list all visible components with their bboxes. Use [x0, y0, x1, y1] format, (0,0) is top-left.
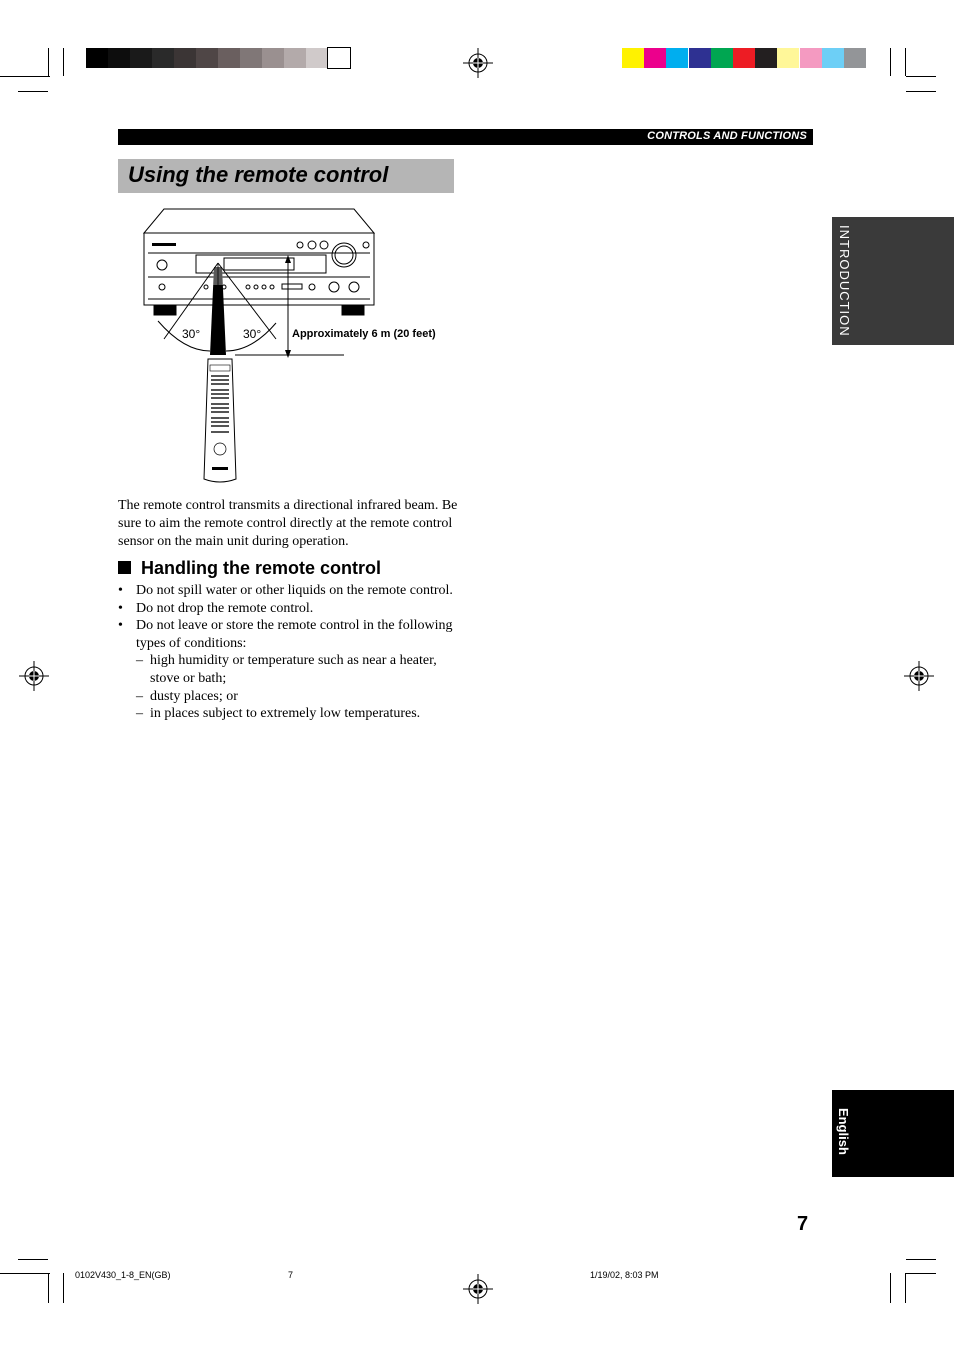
- crop-mark: [48, 48, 49, 76]
- tab-introduction-label: INTRODUCTION: [837, 225, 852, 337]
- list-item: – high humidity or temperature such as near a heater, stove or bath;: [136, 653, 437, 686]
- list-item: • Do not spill water or other liquids on the remote control.: [118, 583, 453, 598]
- tab-english-label: English: [836, 1108, 851, 1155]
- color-swatch: [108, 48, 130, 68]
- remote-control-illustration: [204, 359, 236, 482]
- color-swatch: [152, 48, 174, 68]
- dash-icon: –: [136, 706, 143, 722]
- color-swatch: [689, 48, 711, 68]
- color-swatch: [711, 48, 733, 68]
- dash-icon: –: [136, 653, 143, 669]
- crop-mark: [906, 1273, 936, 1274]
- angle-label-left: 30°: [182, 327, 201, 341]
- color-swatch: [800, 48, 822, 68]
- crop-mark: [0, 76, 50, 77]
- color-swatch: [622, 48, 644, 68]
- footer-page: 7: [288, 1270, 294, 1280]
- footer-datetime: 1/19/02, 8:03 PM: [590, 1270, 659, 1280]
- bullet-icon: •: [118, 600, 123, 616]
- color-swatch: [822, 48, 844, 68]
- crop-mark: [905, 48, 906, 76]
- heading-square-icon: [118, 561, 131, 574]
- page-title: Using the remote control: [128, 162, 389, 187]
- color-swatch: [755, 48, 777, 68]
- color-swatch: [284, 48, 306, 68]
- registration-target-icon: [19, 661, 49, 691]
- color-swatch: [240, 48, 262, 68]
- color-swatch: [777, 48, 799, 68]
- section-header-bar: [118, 129, 813, 145]
- color-swatch: [218, 48, 240, 68]
- color-swatch: [306, 48, 328, 68]
- footer-filename: 0102V430_1-8_EN(GB): [75, 1270, 171, 1280]
- crop-mark: [890, 1273, 891, 1303]
- dash-icon: –: [136, 688, 143, 704]
- crop-mark: [48, 1273, 49, 1303]
- section-heading-text: Handling the remote control: [141, 558, 382, 578]
- remote-range-illustration: [140, 205, 460, 487]
- color-swatch: [262, 48, 284, 68]
- crop-mark: [906, 76, 936, 77]
- crop-mark: [63, 1273, 64, 1303]
- crop-mark: [63, 48, 64, 76]
- crop-mark: [18, 1259, 48, 1260]
- crop-mark: [0, 1273, 50, 1274]
- intro-paragraph: The remote control transmits a directional infrared beam. Be sure to aim the remote control directly at the remote control sensor on the main unit during operation.: [118, 498, 458, 549]
- handling-list: [118, 582, 458, 723]
- list-item: – in places subject to extremely low temperatures.: [136, 706, 421, 722]
- list-item: – dusty places; or: [136, 688, 238, 704]
- color-swatch: [644, 48, 666, 68]
- crop-mark: [905, 1273, 906, 1303]
- bullet-icon: •: [118, 583, 123, 598]
- color-swatch: [733, 48, 755, 68]
- crop-mark: [906, 1259, 936, 1260]
- color-swatch: [174, 48, 196, 68]
- tab-introduction: [832, 217, 954, 345]
- crop-mark: [906, 91, 936, 92]
- bullet-icon: •: [118, 618, 123, 634]
- section-header-label: CONTROLS AND FUNCTIONS: [647, 130, 807, 142]
- section-heading: [118, 558, 381, 579]
- registration-target-icon: [463, 48, 493, 78]
- color-swatch: [86, 48, 108, 68]
- tab-english: [832, 1090, 954, 1177]
- color-swatch: [196, 48, 218, 68]
- crop-mark: [18, 91, 48, 92]
- receiver-illustration: [144, 209, 374, 315]
- list-item: • Do not drop the remote control.: [118, 600, 314, 616]
- color-swatch: [666, 48, 688, 68]
- color-swatch: [328, 48, 350, 68]
- angle-label-right: 30°: [243, 327, 262, 341]
- registration-target-icon: [463, 1274, 493, 1304]
- registration-target-icon: [904, 661, 934, 691]
- page-title-box: [118, 159, 454, 193]
- distance-label: Approximately 6 m (20 feet): [292, 328, 436, 340]
- page-number: 7: [797, 1213, 809, 1235]
- color-swatch: [130, 48, 152, 68]
- list-item: • Do not leave or store the remote control in the following types of conditions: – high humidity or temperature such as near a heater, stove or bath; – dusty places; or – in places subject to extremely low temperatures.: [118, 617, 458, 723]
- color-swatch: [844, 48, 866, 68]
- crop-mark: [890, 48, 891, 76]
- conditions-list: [136, 652, 458, 722]
